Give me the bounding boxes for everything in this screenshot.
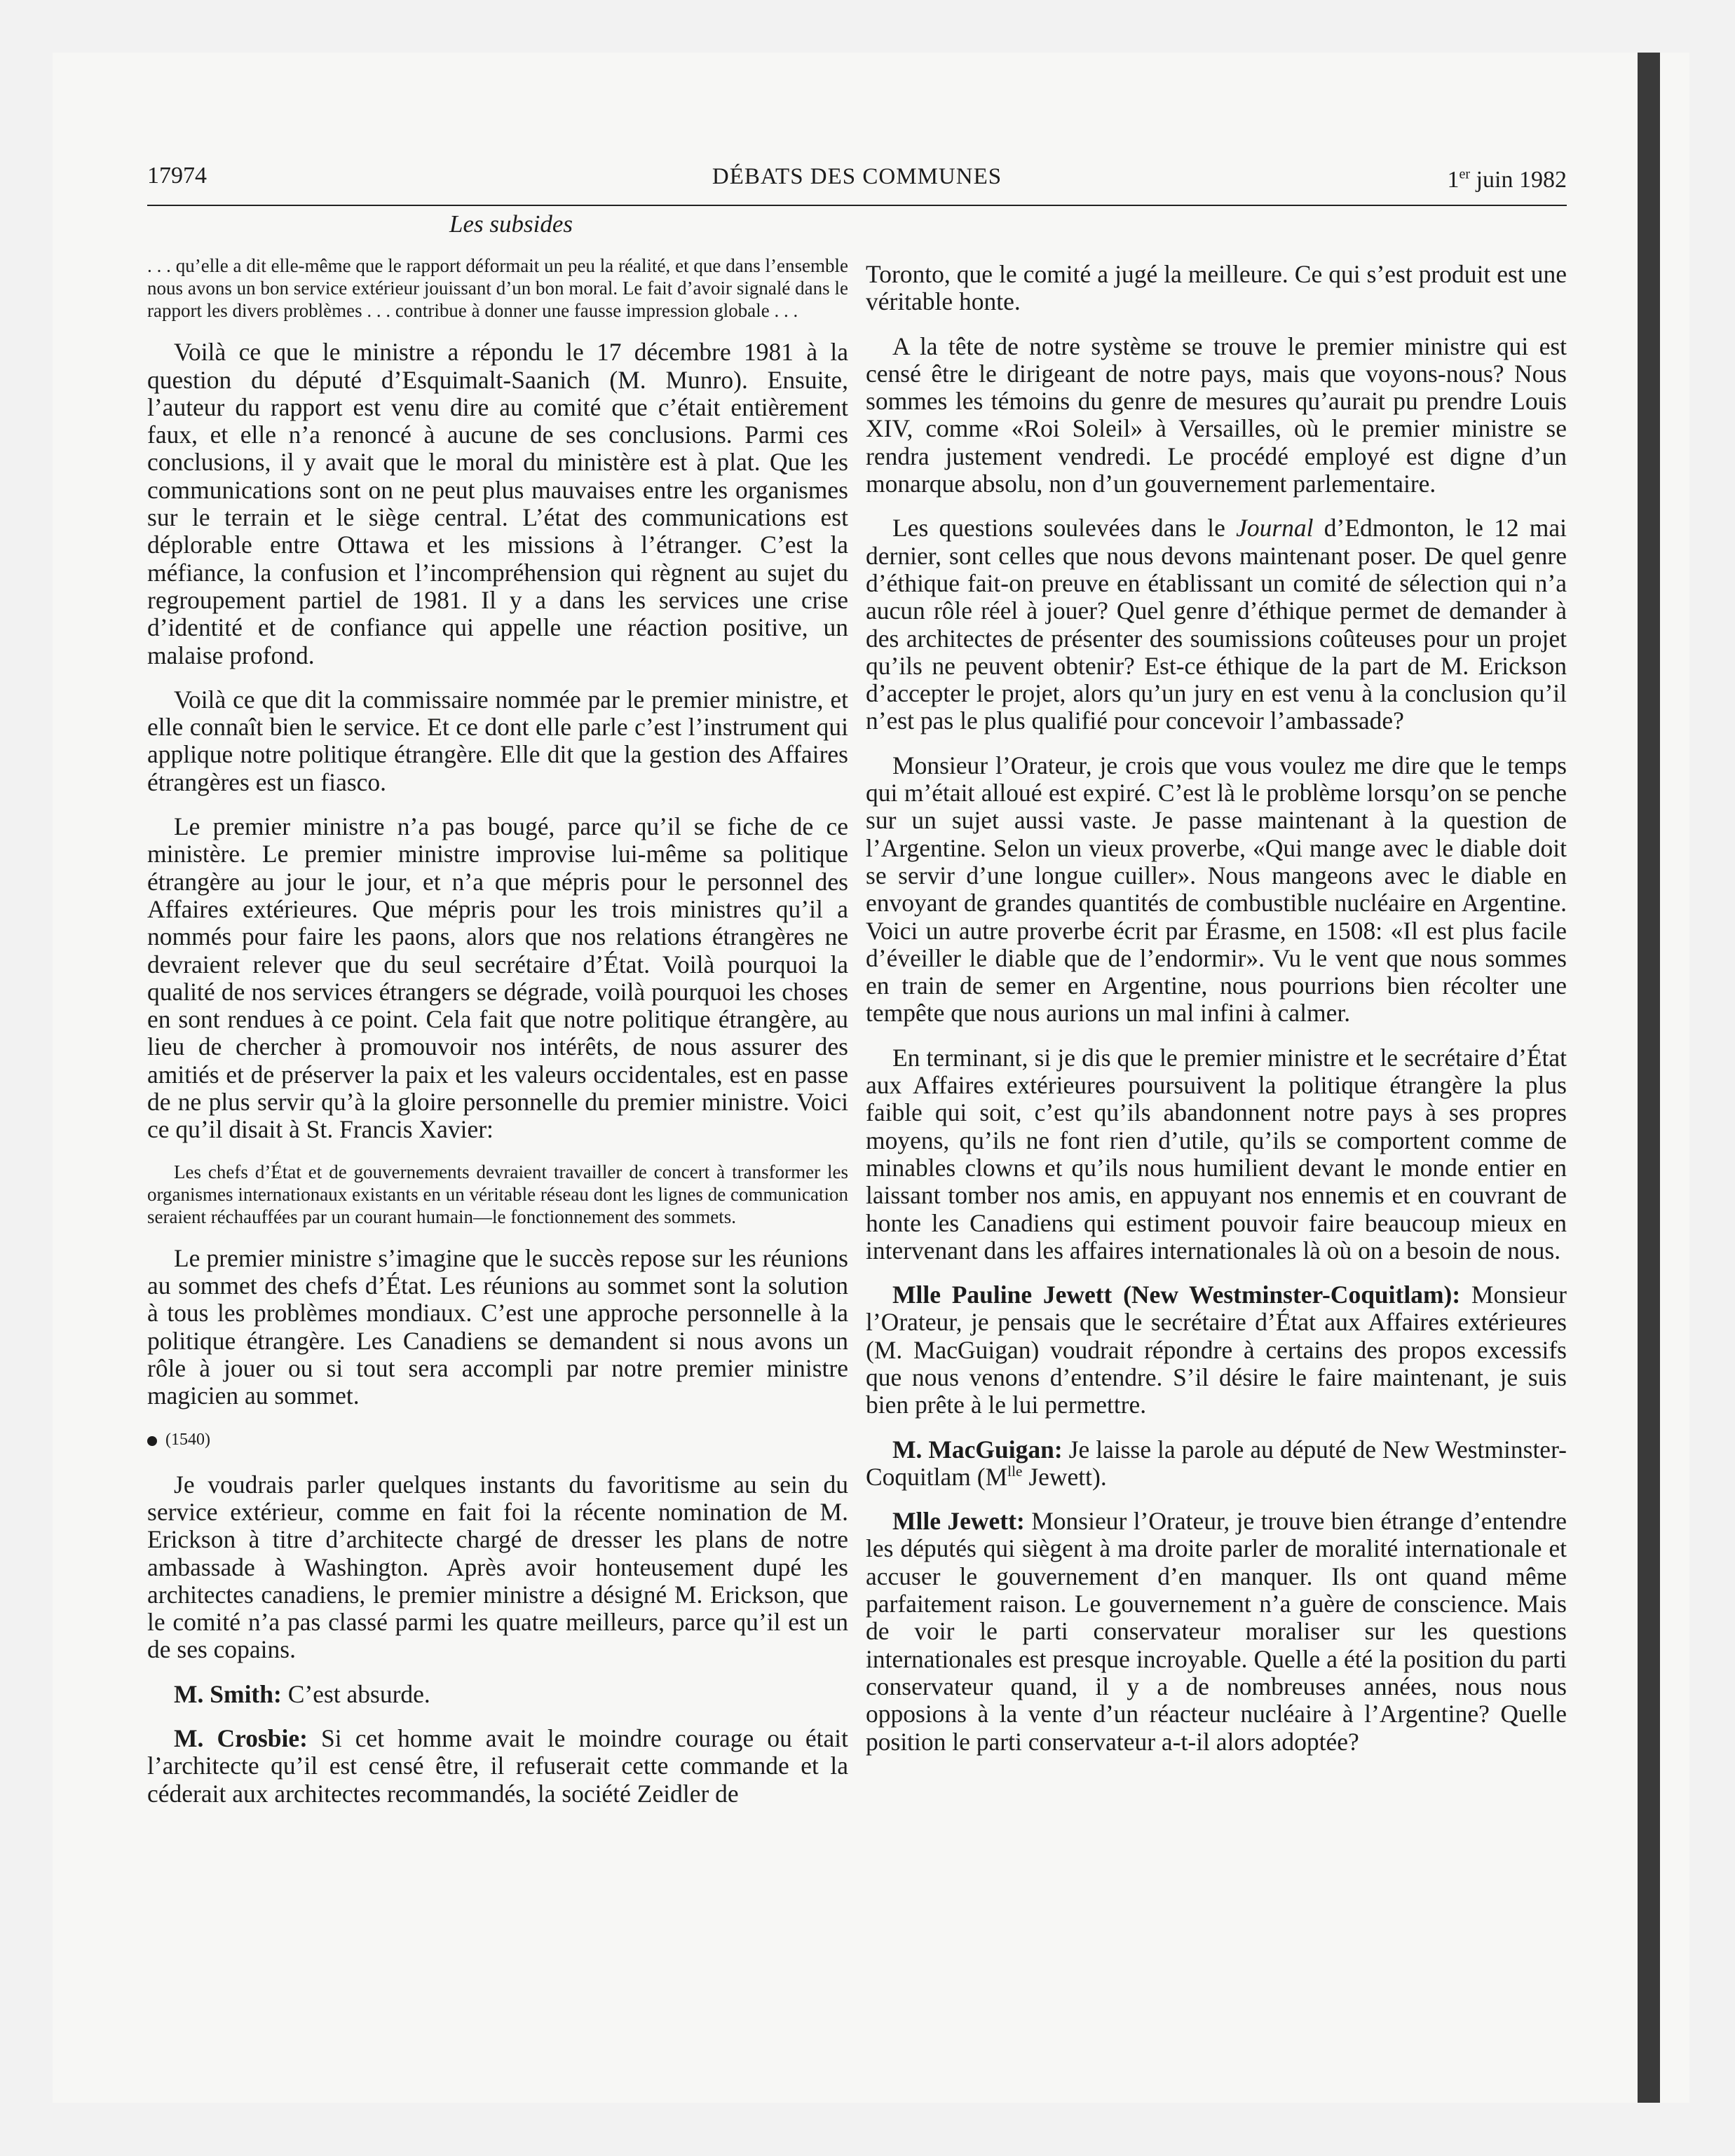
paragraph: Les questions soulevées dans le Journal d’Edmonton, le 12 mai dernier, sont celles que nous devons maintenant poser. De quel genre d’éthique fait-on preuve en établissant un comité de sélection qui n’a aucun rôle réel à jouer? Quel genre d’éthique permet de demander à des architectes de présenter des soumissions coûteuses pour un projet qu’ils ne peuvent obtenir? Est-ce éthique de la part de M. Erickson d’accepter le projet, alors qu’un jury en est venu à la conclusion qu’il n’est pas le plus qualifié pour concevoir l’ambassade?	[866, 514, 1567, 735]
page-number: 17974	[147, 163, 207, 189]
paragraph: Toronto, que le comité a jugé la meilleure. Ce qui s’est produit est une véritable honte.	[866, 260, 1567, 316]
quote-ministre: . . . qu’elle a dit elle-même que le rapport déformait un peu la réalité, et que dans l’ensemble nous avons un bon service extérieur jouissant d’un bon moral. Le fait d’avoir signalé dans le rapport les divers problèmes . . . contribue à donner une fausse impression globale . . .	[147, 255, 848, 322]
speaker-name: M. Crosbie:	[174, 1724, 308, 1753]
page-header	[147, 156, 1567, 206]
time-marker: (1540)	[147, 1426, 848, 1454]
publication-title: DÉBATS DES COMMUNES	[712, 164, 1002, 189]
right-column	[866, 261, 1567, 1773]
paragraph: Le premier ministre n’a pas bougé, parce qu’il se fiche de ce ministère. Le premier ministre improvise lui-même sa politique étrangère au jour le jour, et n’a que mépris pour le personnel des Affaires extérieures. Que mépris pour les trois ministres qu’il a nommés pour faire les paons, alors que nos relations étrangères ne devraient relever que du seul secrétaire d’État. Voilà pourquoi la qualité de nos services étrangers se dégrade, voilà pourquoi les choses en sont rendues à ce point. Cela fait que notre politique étrangère, au lieu de chercher à promouvoir nos intérêts, de nous assurer des amitiés et de préserver la paix et les valeurs occidentales, est en passe de ne plus servir qu’à la gloire personnelle du premier ministre. Voici ce qu’il disait à St. Francis Xavier:	[147, 812, 848, 1144]
speech-smith: M. Smith: C’est absurde.	[174, 1679, 430, 1708]
bullet-icon	[147, 1436, 157, 1446]
speaker-name: M. MacGuigan:	[892, 1435, 1063, 1464]
paragraph: Je voudrais parler quelques instants du favoritisme au sein du service extérieur, comme en fait foi la récente nomination de M. Erickson à titre d’architecte chargé de dresser les plans de notre ambassade à Washington. Après avoir honteusement dupé les architectes canadiens, le premier ministre a désigné M. Erickson, que le comité n’a pas classé parmi les quatre meilleurs, parce qu’il est un de ses copains.	[147, 1470, 848, 1664]
paragraph: Voilà ce que dit la commissaire nommée par le premier ministre, et elle connaît bien le service. Et ce dont elle parle c’est l’instrument qui applique notre politique étrangère. Elle dit que la gestion des Affaires étrangères est un fiasco.	[147, 685, 848, 796]
speech-jewett-2: Mlle Jewett: Monsieur l’Orateur, je trouve bien étrange d’entendre les députés qui siègent à ma droite parler de moralité internationale et accuser le gouvernement d’en manquer. Ils ont quand même parfaitement raison. Le gouvernement n’a guère de conscience. Mais de voir le parti conservateur moraliser sur les questions internationales est presque incroyable. Quelle a été la position du parti conservateur quand, il y a de nombreuses années, nous nous opposions à la vente d’un réacteur nucléaire à l’Argentine? Quelle position le parti conservateur a-t-il alors adoptée?	[866, 1507, 1567, 1756]
section-heading: Les subsides	[449, 210, 573, 238]
scan-edge-bar	[1638, 53, 1660, 2103]
speech-macguigan: M. MacGuigan: Je laisse la parole au député de New Westminster-Coquitlam ($M^{lle}$ Jewett).	[866, 1435, 1567, 1491]
paragraph: En terminant, si je dis que le premier ministre et le secrétaire d’État aux Affaires extérieures poursuivent la politique étrangère la plus faible qui soit, c’est qu’ils abandonnent notre pays à ses propres moyens, qu’ils ne font rien d’utile, qu’ils se comportent comme de minables clowns et qu’ils nous humilient devant le monde entier en laissant tomber nos amis, en appuyant nos ennemis et en couvrant de honte les Canadiens qui estiment pouvoir faire beaucoup mieux en intervenant dans les affaires internationales là où on a besoin de nous.	[866, 1043, 1567, 1264]
paragraph: Le premier ministre s’imagine que le succès repose sur les réunions au sommet des chefs d’État. Les réunions au sommet sont la solution à tous les problèmes mondiaux. C’est une approche personnelle à la politique étrangère. Les Canadiens se demandent si nous avons un rôle à jouer ou si tout sera accompli par notre premier ministre magicien au sommet.	[147, 1243, 848, 1410]
paragraph: A la tête de notre système se trouve le premier ministre qui est censé être le dirigeant de notre pays, mais que voyons-nous? Nous sommes les témoins du genre de mesures qu’aurait pu prendre Louis XIV, comme «Roi Soleil» à Versailles, où le premier ministre se rendra justement vendredi. Le procédé employé est digne d’un monarque absolu, non d’un gouvernement parlementaire.	[866, 332, 1567, 498]
paragraph: Monsieur l’Orateur, je crois que vous voulez me dire que le temps qui m’était alloué est expiré. C’est là le problème lorsqu’on se penche sur un sujet aussi vaste. Je passe maintenant à la question de l’Argentine. Selon un vieux proverbe, «Qui mange avec le diable doit se servir d’une longue cuiller». Nous mangeons avec le diable en envoyant de grandes quantités de combustible nucléaire en Argentine. Voici un autre proverbe écrit par Érasme, en 1508: «Il est plus facile d’éveiller le diable que de l’endormir». Vu le vent que nous sommes en train de semer en Argentine, nous pourrions bien récolter une tempête que nous aurions un mal infini à calmer.	[866, 751, 1567, 1028]
quote-st-francis-xavier: Les chefs d’État et de gouvernements devraient travailler de concert à transformer les organismes internationaux existants en un véritable réseau dont les lignes de communication seraient réchauffées par un courant humain—le fonctionnement des sommets.	[147, 1161, 848, 1227]
page-date: 1er juin 1982	[1447, 166, 1567, 193]
paragraph: Voilà ce que le ministre a répondu le 17 décembre 1981 à la question du député d’Esquimalt-Saanich (M. Munro). Ensuite, l’auteur du rapport est venu dire au comité que c’était entièrement faux, et elle n’a renoncé à aucune de ses conclusions. Parmi ces conclusions, il y avait que le moral du ministère est à plat. Que les communications sont on ne peut plus mauvaises entre les organismes sur le terrain et le siège central. L’état des communications est déplorable entre Ottawa et les missions à l’étranger. C’est la méfiance, la confusion et l’incompréhension qui règnent au sujet du regroupement partiel de 1981. Il y a dans les services une crise d’identité et de confiance qui appelle une réaction positive, un malaise profond.	[147, 338, 848, 669]
speaker-name: Mlle Jewett:	[892, 1507, 1025, 1536]
left-column	[147, 210, 848, 1824]
speech-jewett: Mlle Pauline Jewett (New Westminster-Coquitlam): Monsieur l’Orateur, je pensais que le secrétaire d’État aux Affaires extérieures (M. MacGuigan) voudrait répondre à certains des propos excessifs que nous venons d’entendre. S’il désire le faire maintenant, je suis bien prête à le lui permettre.	[866, 1281, 1567, 1419]
speaker-name: M. Smith:	[174, 1679, 282, 1708]
speaker-name: Mlle Pauline Jewett (New Westminster-Coquitlam):	[892, 1281, 1461, 1309]
speech-crosbie: M. Crosbie: Si cet homme avait le moindre courage ou était l’architecte qu’il est censé être, il refuserait cette commande et la céderait aux architectes recommandés, la société Zeidler de	[147, 1724, 848, 1808]
